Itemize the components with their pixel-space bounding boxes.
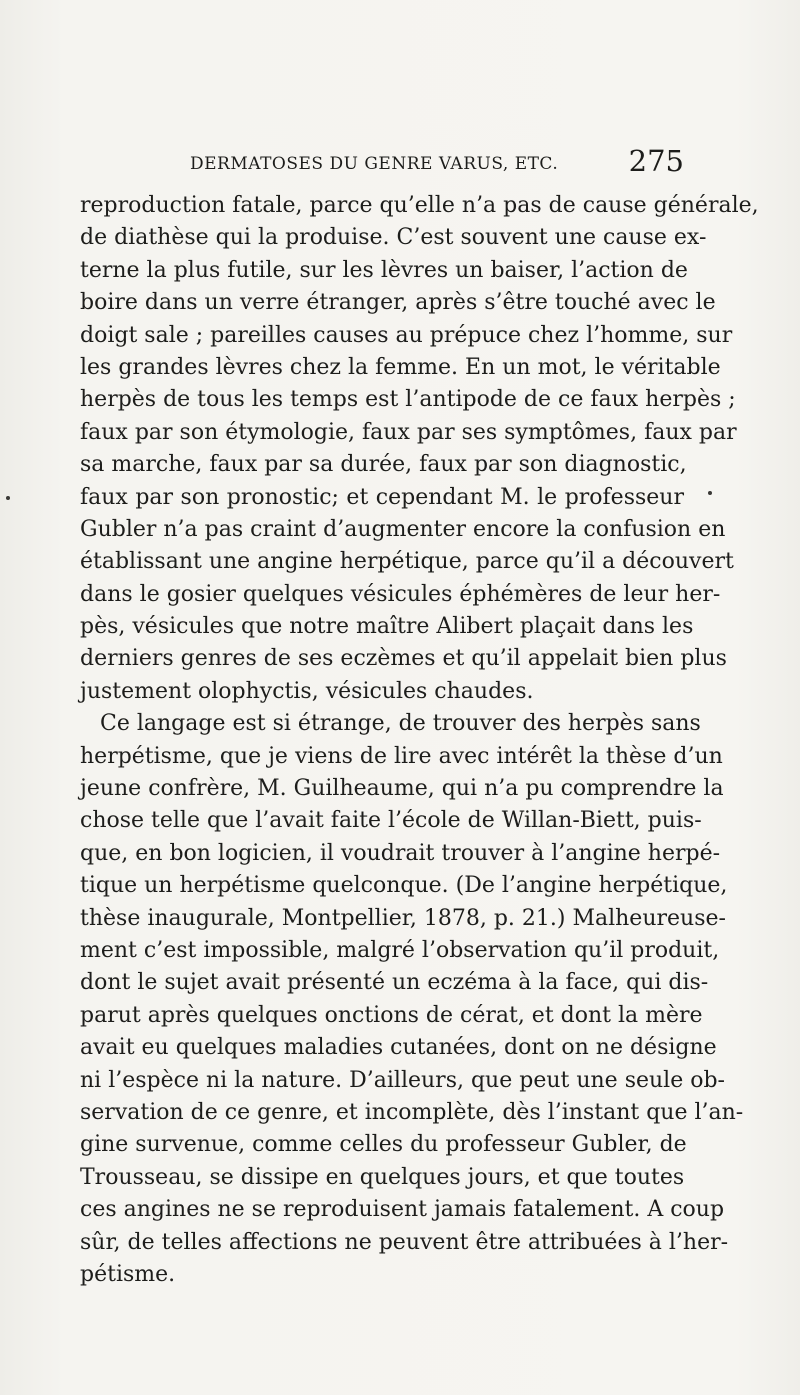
text-line: jeune confrère, M. Guilheaume, qui n’a pu comprendre la [80, 776, 724, 802]
text-line: faux par son pronostic; et cependant M. le professeur [80, 484, 684, 510]
text-line: Trousseau, se dissipe en quelques jours, et que toutes [80, 1164, 685, 1190]
margin-speck [708, 491, 712, 495]
body-text [80, 190, 759, 1291]
text-line: reproduction fatale, parce qu’elle n’a pas de cause générale, [80, 193, 759, 218]
text-line: doigt sale ; pareilles causes au prépuce chez l’homme, sur [80, 322, 733, 348]
text-line: Ce langage est si étrange, de trouver des herpès sans [100, 711, 701, 737]
text-line: derniers genres de ses eczèmes et qu’il appelait bien plus [80, 646, 727, 672]
text-line: herpès de tous les temps est l’antipode de ce faux herpès ; [80, 387, 736, 413]
text-line: dans le gosier quelques vésicules éphémères de leur her- [80, 581, 721, 607]
text-line: thèse inaugurale, Montpellier, 1878, p. 21.) Malheureuse- [80, 905, 726, 931]
text-line: justement olophyctis, vésicules chaudes. [80, 678, 534, 704]
running-title: DERMATOSES DU GENRE VARUS, ETC. [190, 154, 559, 174]
text-line: boire dans un verre étranger, après s’être touché avec le [80, 290, 716, 316]
text-line: que, en bon logicien, il voudrait trouver à l’angine herpé- [80, 840, 721, 866]
text-line: ment c’est impossible, malgré l’observation qu’il produit, [80, 937, 720, 963]
text-line: avait eu quelques maladies cutanées, dont on ne désigne [80, 1035, 717, 1061]
text-line: Gubler n’a pas craint d’augmenter encore la confusion en [80, 516, 726, 542]
text-line: établissant une angine herpétique, parce qu’il a découvert [80, 549, 734, 575]
text-line: terne la plus futile, sur les lèvres un baiser, l’action de [80, 257, 688, 283]
text-line: pès, vésicules que notre maître Alibert plaçait dans les [80, 614, 694, 640]
text-line: ces angines ne se reproduisent jamais fatalement. A coup [80, 1197, 725, 1223]
text-line: dont le sujet avait présenté un eczéma à la face, qui dis- [80, 970, 709, 996]
text-line: sa marche, faux par sa durée, faux par son diagnostic, [80, 452, 687, 478]
text-line: ni l’espèce ni la nature. D’ailleurs, que peut une seule ob- [80, 1067, 725, 1093]
text-line: sûr, de telles affections ne peuvent être attribuées à l’her- [80, 1229, 729, 1255]
text-line: servation de ce genre, et incomplète, dès l’instant que l’an- [80, 1099, 744, 1125]
page-number: 275 [628, 144, 684, 178]
margin-speck [6, 496, 10, 500]
text-line: les grandes lèvres chez la femme. En un mot, le véritable [80, 354, 721, 380]
text-line: chose telle que l’avait faite l’école de Willan-Biett, puis- [80, 808, 702, 834]
text-line: de diathèse qui la produise. C’est souvent une cause ex- [80, 225, 707, 251]
text-line: parut après quelques onctions de cérat, et dont la mère [80, 1002, 703, 1028]
text-line: tique un herpétisme quelconque. (De l’angine herpétique, [80, 873, 728, 899]
text-line: gine survenue, comme celles du professeur Gubler, de [80, 1132, 687, 1158]
text-line: faux par son étymologie, faux par ses symptômes, faux par [80, 419, 737, 445]
text-line: pétisme. [80, 1261, 176, 1287]
running-header [80, 140, 684, 180]
text-line: herpétisme, que je viens de lire avec intérêt la thèse d’un [80, 743, 723, 769]
